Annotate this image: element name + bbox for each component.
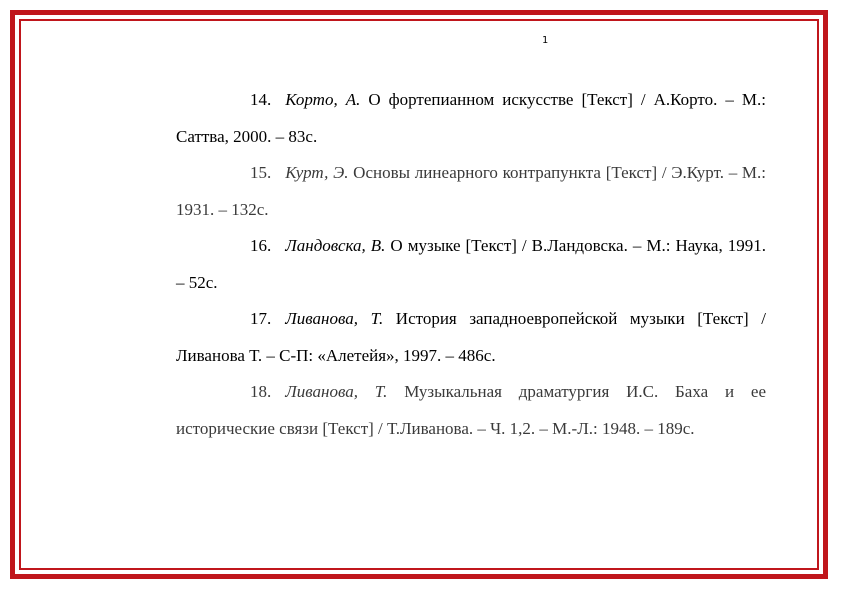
entry-number: 14. xyxy=(250,90,272,109)
entry-author: Корто, А. xyxy=(285,90,361,109)
entry-text: О музыке [Текст] / В.Ландовска. – М.: Наука, 1991. – 52с. xyxy=(176,236,766,292)
bibliography-list xyxy=(176,82,766,447)
entry-text: Музыкальная драматургия И.С. Баха и ее исторические связи [Текст] / Т.Ливанова. – Ч. 1,2. – М.-Л.: 1948. – 189с. xyxy=(176,382,766,438)
bibliography-entry-16 xyxy=(176,228,766,301)
entry-text: История западноевропейской музыки [Текст] / Ливанова Т. – С-П: «Алетейя», 1997. – 486с. xyxy=(176,309,766,365)
entry-number: 15. xyxy=(250,163,272,182)
bibliography-entry-14 xyxy=(176,82,766,155)
entry-author: Ливанова, Т. xyxy=(285,309,384,328)
entry-number: 16. xyxy=(250,236,272,255)
entry-text: Основы линеарного контрапункта [Текст] / Э.Курт. – М.: 1931. – 132с. xyxy=(176,163,766,219)
entry-number: 18. xyxy=(250,382,272,401)
entry-number: 17. xyxy=(250,309,272,328)
entry-author: Курт, Э. xyxy=(285,163,349,182)
page-number: 1 xyxy=(541,35,549,46)
bibliography-entry-17 xyxy=(176,301,766,374)
entry-author: Ландовска, В. xyxy=(285,236,386,255)
entry-text: О фортепианном искусстве [Текст] / А.Корто. – М.: Саттва, 2000. – 83с. xyxy=(176,90,766,146)
bibliography-entry-15 xyxy=(176,155,766,228)
bibliography-entry-18 xyxy=(176,374,766,447)
entry-author: Ливанова, Т. xyxy=(285,382,388,401)
